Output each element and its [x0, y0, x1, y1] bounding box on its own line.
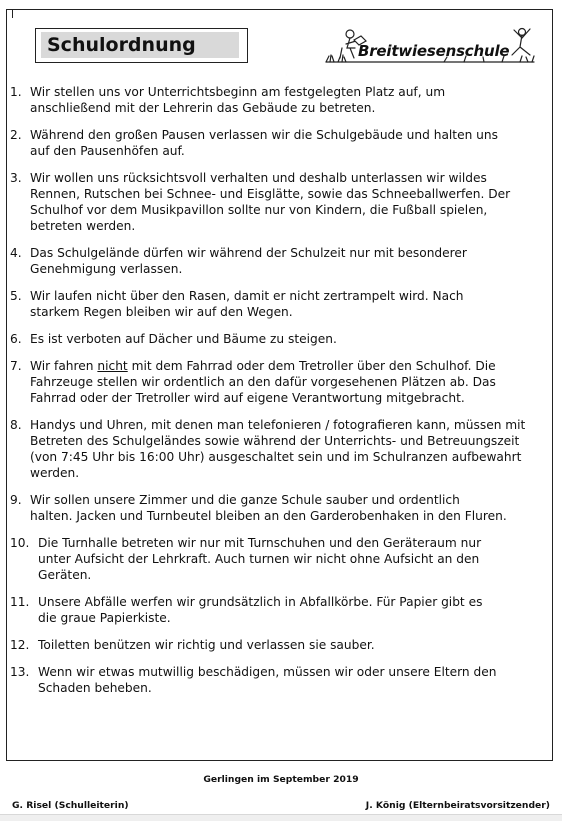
rule-item [10, 331, 540, 347]
rule-item [10, 594, 540, 626]
page-title: Schulordnung [47, 34, 196, 56]
rule-line: Genehmigung verlassen. [30, 262, 183, 276]
rule-item [10, 288, 540, 320]
rule-number: 9. [10, 493, 22, 507]
rule-line: starkem Regen bleiben wir auf den Wegen. [30, 305, 293, 319]
title-highlight [41, 32, 239, 58]
rule-item [10, 664, 540, 696]
signature-principal: G. Risel (Schulleiterin) [12, 800, 129, 811]
school-logo [324, 24, 536, 68]
logo-school-name: Breitwiesenschule [358, 42, 510, 60]
text-cursor [12, 9, 13, 18]
place-date: Gerlingen im September 2019 [203, 774, 359, 785]
rule-number: 1. [10, 85, 22, 99]
signature-parent-council: J. König (Elternbeiratsvorsitzender) [365, 800, 550, 811]
rule-item [10, 84, 540, 116]
rule-number: 12. [10, 638, 30, 652]
rule-line: Wir laufen nicht über den Rasen, damit er nicht zertrampelt wird. Nach [30, 289, 464, 303]
rule-line: Geräten. [38, 568, 92, 582]
rule-number: 13. [10, 665, 30, 679]
rule-item [10, 358, 540, 406]
rule-line: betreten werden. [30, 219, 136, 233]
rules-list [10, 84, 540, 696]
rule-item [10, 245, 540, 277]
rule-number: 8. [10, 418, 22, 432]
rule-line: werden. [30, 466, 80, 480]
rule-line: anschließend mit der Lehrerin das Gebäude zu betreten. [30, 101, 376, 115]
rule-item [10, 127, 540, 159]
rule-line: die graue Papierkiste. [38, 611, 171, 625]
rule-line: unter Aufsicht der Lehrkraft. Auch turnen wir nicht ohne Aufsicht an den [38, 552, 480, 566]
rule-line: (von 7:45 Uhr bis 16:00 Uhr) ausgeschaltet sein und im Schulranzen aufbewahrt [30, 450, 522, 464]
rule-line: Wir sollen unsere Zimmer und die ganze Schule sauber und ordentlich [30, 493, 460, 507]
rule-line: Schaden beheben. [38, 681, 152, 695]
rule-number: 3. [10, 171, 22, 185]
rule-line: Wir wollen uns rücksichtsvoll verhalten und deshalb unterlassen wir wildes [30, 171, 487, 185]
rule-line: Die Turnhalle betreten wir nur mit Turnschuhen und den Geräteraum nur [38, 536, 482, 550]
rule-line: Handys und Uhren, mit denen man telefonieren / fotografieren kann, müssen mit [30, 418, 526, 432]
rule-line: Rennen, Rutschen bei Schnee- und Eisglätte, sowie das Schneeballwerfen. Der [30, 187, 511, 201]
rule-line: Schulhof vor dem Musikpavillon sollte nur von Kindern, die Fußball spielen, [30, 203, 488, 217]
rule-number: 5. [10, 289, 22, 303]
rule-item [10, 535, 540, 583]
title-box [35, 28, 248, 63]
rule-line: Betreten des Schulgeländes sowie während der Unterrichts- und Betreuungszeit [30, 434, 520, 448]
rule-line: auf den Pausenhöfen auf. [30, 144, 185, 158]
rule-line: Unsere Abfälle werfen wir grundsätzlich in Abfallkörbe. Für Papier gibt es [38, 595, 483, 609]
rule-text: mit dem Fahrrad oder dem Tretroller über den Schulhof. Die [127, 359, 496, 373]
rule-number: 6. [10, 332, 22, 346]
rule-number: 4. [10, 246, 22, 260]
rule-number: 11. [10, 595, 30, 609]
rule-line: Fahrzeuge stellen wir ordentlich an den dafür vorgesehenen Plätzen ab. Das [30, 375, 496, 389]
rule-line: Das Schulgelände dürfen wir während der Schulzeit nur mit besonderer [30, 246, 467, 260]
rule-number: 2. [10, 128, 22, 142]
rule-item [10, 637, 540, 653]
rule-item [10, 492, 540, 524]
rule-line: Wir stellen uns vor Unterrichtsbeginn am festgelegten Platz auf, um [30, 85, 446, 99]
rule-line: Wenn wir etwas mutwillig beschädigen, müssen wir oder unsere Eltern den [38, 665, 497, 679]
rule-line: Fahrrad oder der Tretroller wird auf eigene Verantwortung mitgebracht. [30, 391, 465, 405]
rule-emphasis: nicht [97, 359, 128, 373]
rule-text: Wir fahren [30, 359, 98, 373]
rule-line [30, 358, 540, 374]
rule-number: 10. [10, 536, 30, 550]
rule-line: halten. Jacken und Turnbeutel bleiben an den Garderobenhaken in den Fluren. [30, 509, 507, 523]
rule-line: Während den großen Pausen verlassen wir die Schulgebäude und halten uns [30, 128, 498, 142]
rule-item [10, 170, 540, 234]
rule-line: Es ist verboten auf Dächer und Bäume zu steigen. [30, 332, 337, 346]
rule-number: 7. [10, 359, 22, 373]
rule-item [10, 417, 540, 481]
rule-line: Toiletten benützen wir richtig und verlassen sie sauber. [38, 638, 375, 652]
